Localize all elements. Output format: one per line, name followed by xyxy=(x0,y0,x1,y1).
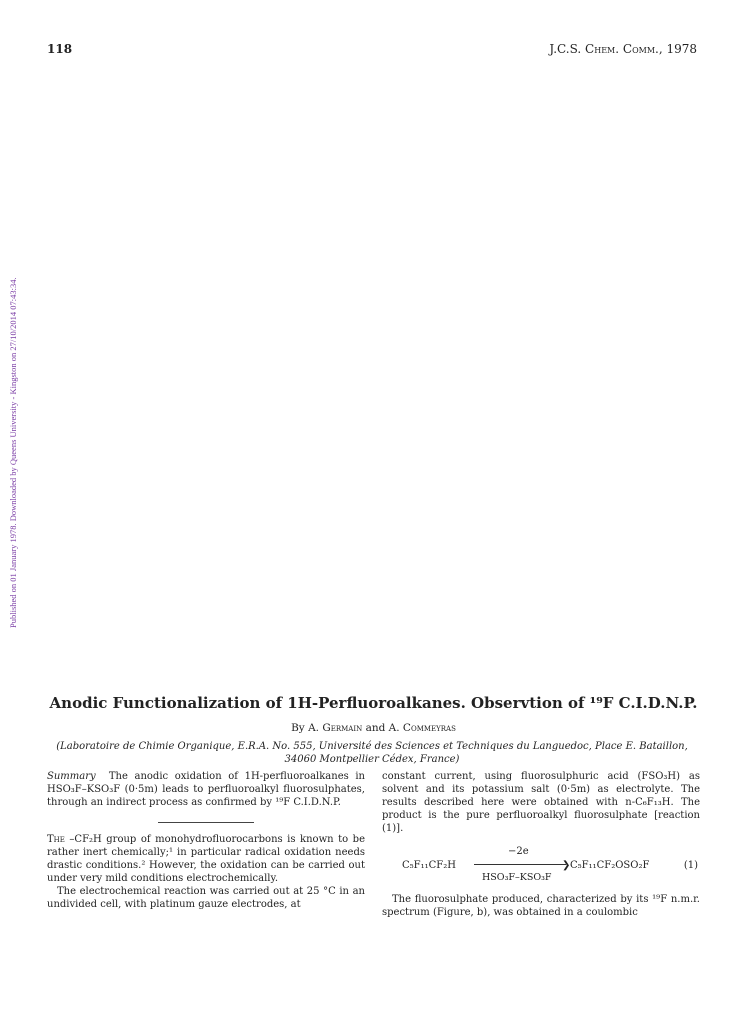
body-paragraph-1-text: –CF₂H group of monohydrofluorocarbons is known to be rather inert chemically;¹ in particular radical oxidation needs drastic conditions.² However, the oxidation can be carried out under very mild conditions electrochemically. xyxy=(47,834,365,884)
equation-below-arrow: HSO₃F–KSO₃F xyxy=(482,872,552,883)
section-rule xyxy=(158,822,254,823)
body-paragraph-3: constant current, using fluorosulphuric acid (FSO₃H) as solvent and its potassium salt (0·5m) as electrolyte. The results described here were obtained with n-C₆F₁₃H. The product is the pure perfluoroalkyl fluorosulphate [reaction (1)]. xyxy=(382,771,700,834)
reaction-equation xyxy=(382,843,700,887)
authors-by: By A. xyxy=(291,722,323,734)
summary-paragraph xyxy=(47,770,365,809)
running-head-chem: Chem. xyxy=(585,42,620,56)
article-title: Anodic Functionalization of 1H-Perfluoroalkanes. Observtion of ¹⁹F C.I.D.N.P. xyxy=(49,694,698,712)
author-1: Germain xyxy=(322,722,363,734)
page-number: 118 xyxy=(47,42,73,56)
left-column xyxy=(47,770,365,911)
equation-above-arrow: −2e xyxy=(508,846,529,857)
reaction-arrow xyxy=(474,864,566,865)
equation-number: (1) xyxy=(683,860,698,871)
equation-product: C₅F₁₁CF₂OSO₂F xyxy=(570,860,650,871)
equation-reactant: C₅F₁₁CF₂H xyxy=(402,860,456,871)
summary-text: The anodic oxidation of 1H-perfluoroalkanes in HSO₃F–KSO₃F (0·5m) leads to perfluoroalkyl fluorosulphates, through an indirect process as confirmed by ¹⁹F C.I.D.N.P. xyxy=(47,771,365,808)
affiliation-line-2: 34060 Montpellier Cédex, France) xyxy=(284,754,460,765)
running-head xyxy=(549,42,697,56)
authors-and: and A. xyxy=(362,722,403,734)
running-head-prefix: J.C.S. xyxy=(549,42,586,56)
right-column xyxy=(382,770,700,919)
affiliation xyxy=(40,740,704,766)
body-paragraph-4: The fluorosulphate produced, characterized by its ¹⁹F n.m.r. spectrum (Figure, b), was obtained in a coulombic xyxy=(382,894,700,918)
running-head-year: , 1978 xyxy=(658,42,697,56)
affiliation-line-1: (Laboratoire de Chimie Organique, E.R.A. No. 555, Université des Sciences et Techniques du Languedoc, Place E. Bataillon, xyxy=(56,741,688,752)
body-paragraph-2: The electrochemical reaction was carried out at 25 °C in an undivided cell, with platinum gauze electrodes, at xyxy=(47,886,365,910)
arrowhead-icon: ❯ xyxy=(562,860,571,871)
summary-label: Summary xyxy=(47,771,96,782)
author-2: Commeyras xyxy=(402,722,456,734)
lead-word: The xyxy=(47,834,65,845)
download-watermark: Published on 01 January 1978. Downloaded by Queens University - Kingston on 27/10/2014 07:43:34. xyxy=(8,277,18,628)
article-authors xyxy=(47,722,700,734)
running-head-comm: Comm. xyxy=(622,42,659,56)
body-paragraph-1 xyxy=(47,833,365,885)
